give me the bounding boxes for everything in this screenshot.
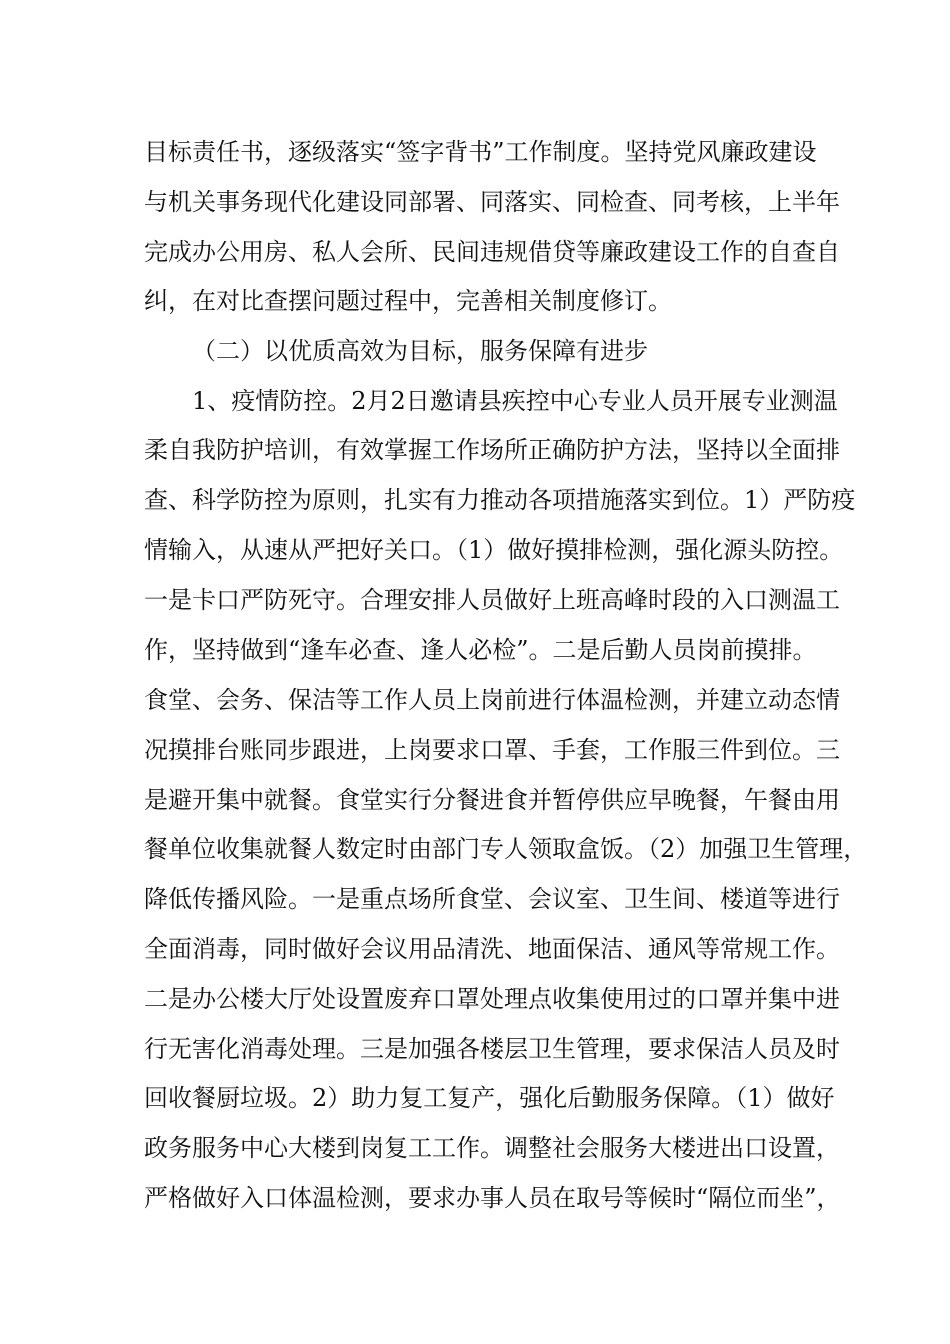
text-line: 政务服务中心大楼到岗复工工作。调整社会服务大楼进出口设置， [144,1134,840,1162]
text-line: 全面消毒，同时做好会议用品清洗、地面保洁、通风等常规工作。 [144,935,840,963]
text-line: 降低传播风险。一是重点场所食堂、会议室、卫生间、楼道等进行 [144,885,840,913]
text-line: 柔自我防护培训，有效掌握工作场所正确防护方法，坚持以全面排 [144,436,840,464]
text-line: 纠，在对比查摆问题过程中，完善相关制度修订。 [144,287,672,315]
text-line: 完成办公用房、私人会所、民间违规借贷等廉政建设工作的自查自 [144,238,840,266]
text-line: 情输入，从速从严把好关口。（1）做好摸排检测，强化源头防控。 [144,536,844,564]
text-line: 一是卡口严防死守。合理安排人员做好上班高峰时段的入口测温工 [144,586,840,614]
text-line: 况摸排台账同步跟进，上岗要求口罩、手套，工作服三件到位。三 [144,736,840,764]
text-line: 作，坚持做到“逢车必查、逢人必检”。二是后勤人员岗前摸排。 [144,636,817,664]
text-line: 食堂、会务、保洁等工作人员上岗前进行体温检测，并建立动态情 [144,686,840,714]
text-line: 回收餐厨垃圾。2）助力复工复产，强化后勤服务保障。（1）做好 [144,1084,835,1112]
text-line: 目标责任书，逐级落实“签字背书”工作制度。坚持党风廉政建设 [144,138,817,166]
text-line: 与机关事务现代化建设同部署、同落实、同检查、同考核，上半年 [144,188,840,216]
section-heading: （二）以优质高效为目标，服务保障有进步 [192,337,648,365]
text-line: 行无害化消毒处理。三是加强各楼层卫生管理，要求保洁人员及时 [144,1035,840,1063]
text-line: 查、科学防控为原则，扎实有力推动各项措施落实到位。1）严防疫 [144,486,856,514]
text-line: 1、疫情防控。2月2日邀请县疾控中心专业人员开展专业测温 [192,387,838,415]
text-line: 餐单位收集就餐人数定时由部门专人领取盒饭。（2）加强卫生管理， [144,835,868,863]
text-line: 二是办公楼大厅处设置废弃口罩处理点收集使用过的口罩并集中进 [144,985,840,1013]
text-line: 是避开集中就餐。食堂实行分餐进食并暂停供应早晚餐，午餐由用 [144,786,840,814]
text-line: 严格做好入口体温检测，要求办事人员在取号等候时“隔位而坐”， [144,1184,841,1212]
